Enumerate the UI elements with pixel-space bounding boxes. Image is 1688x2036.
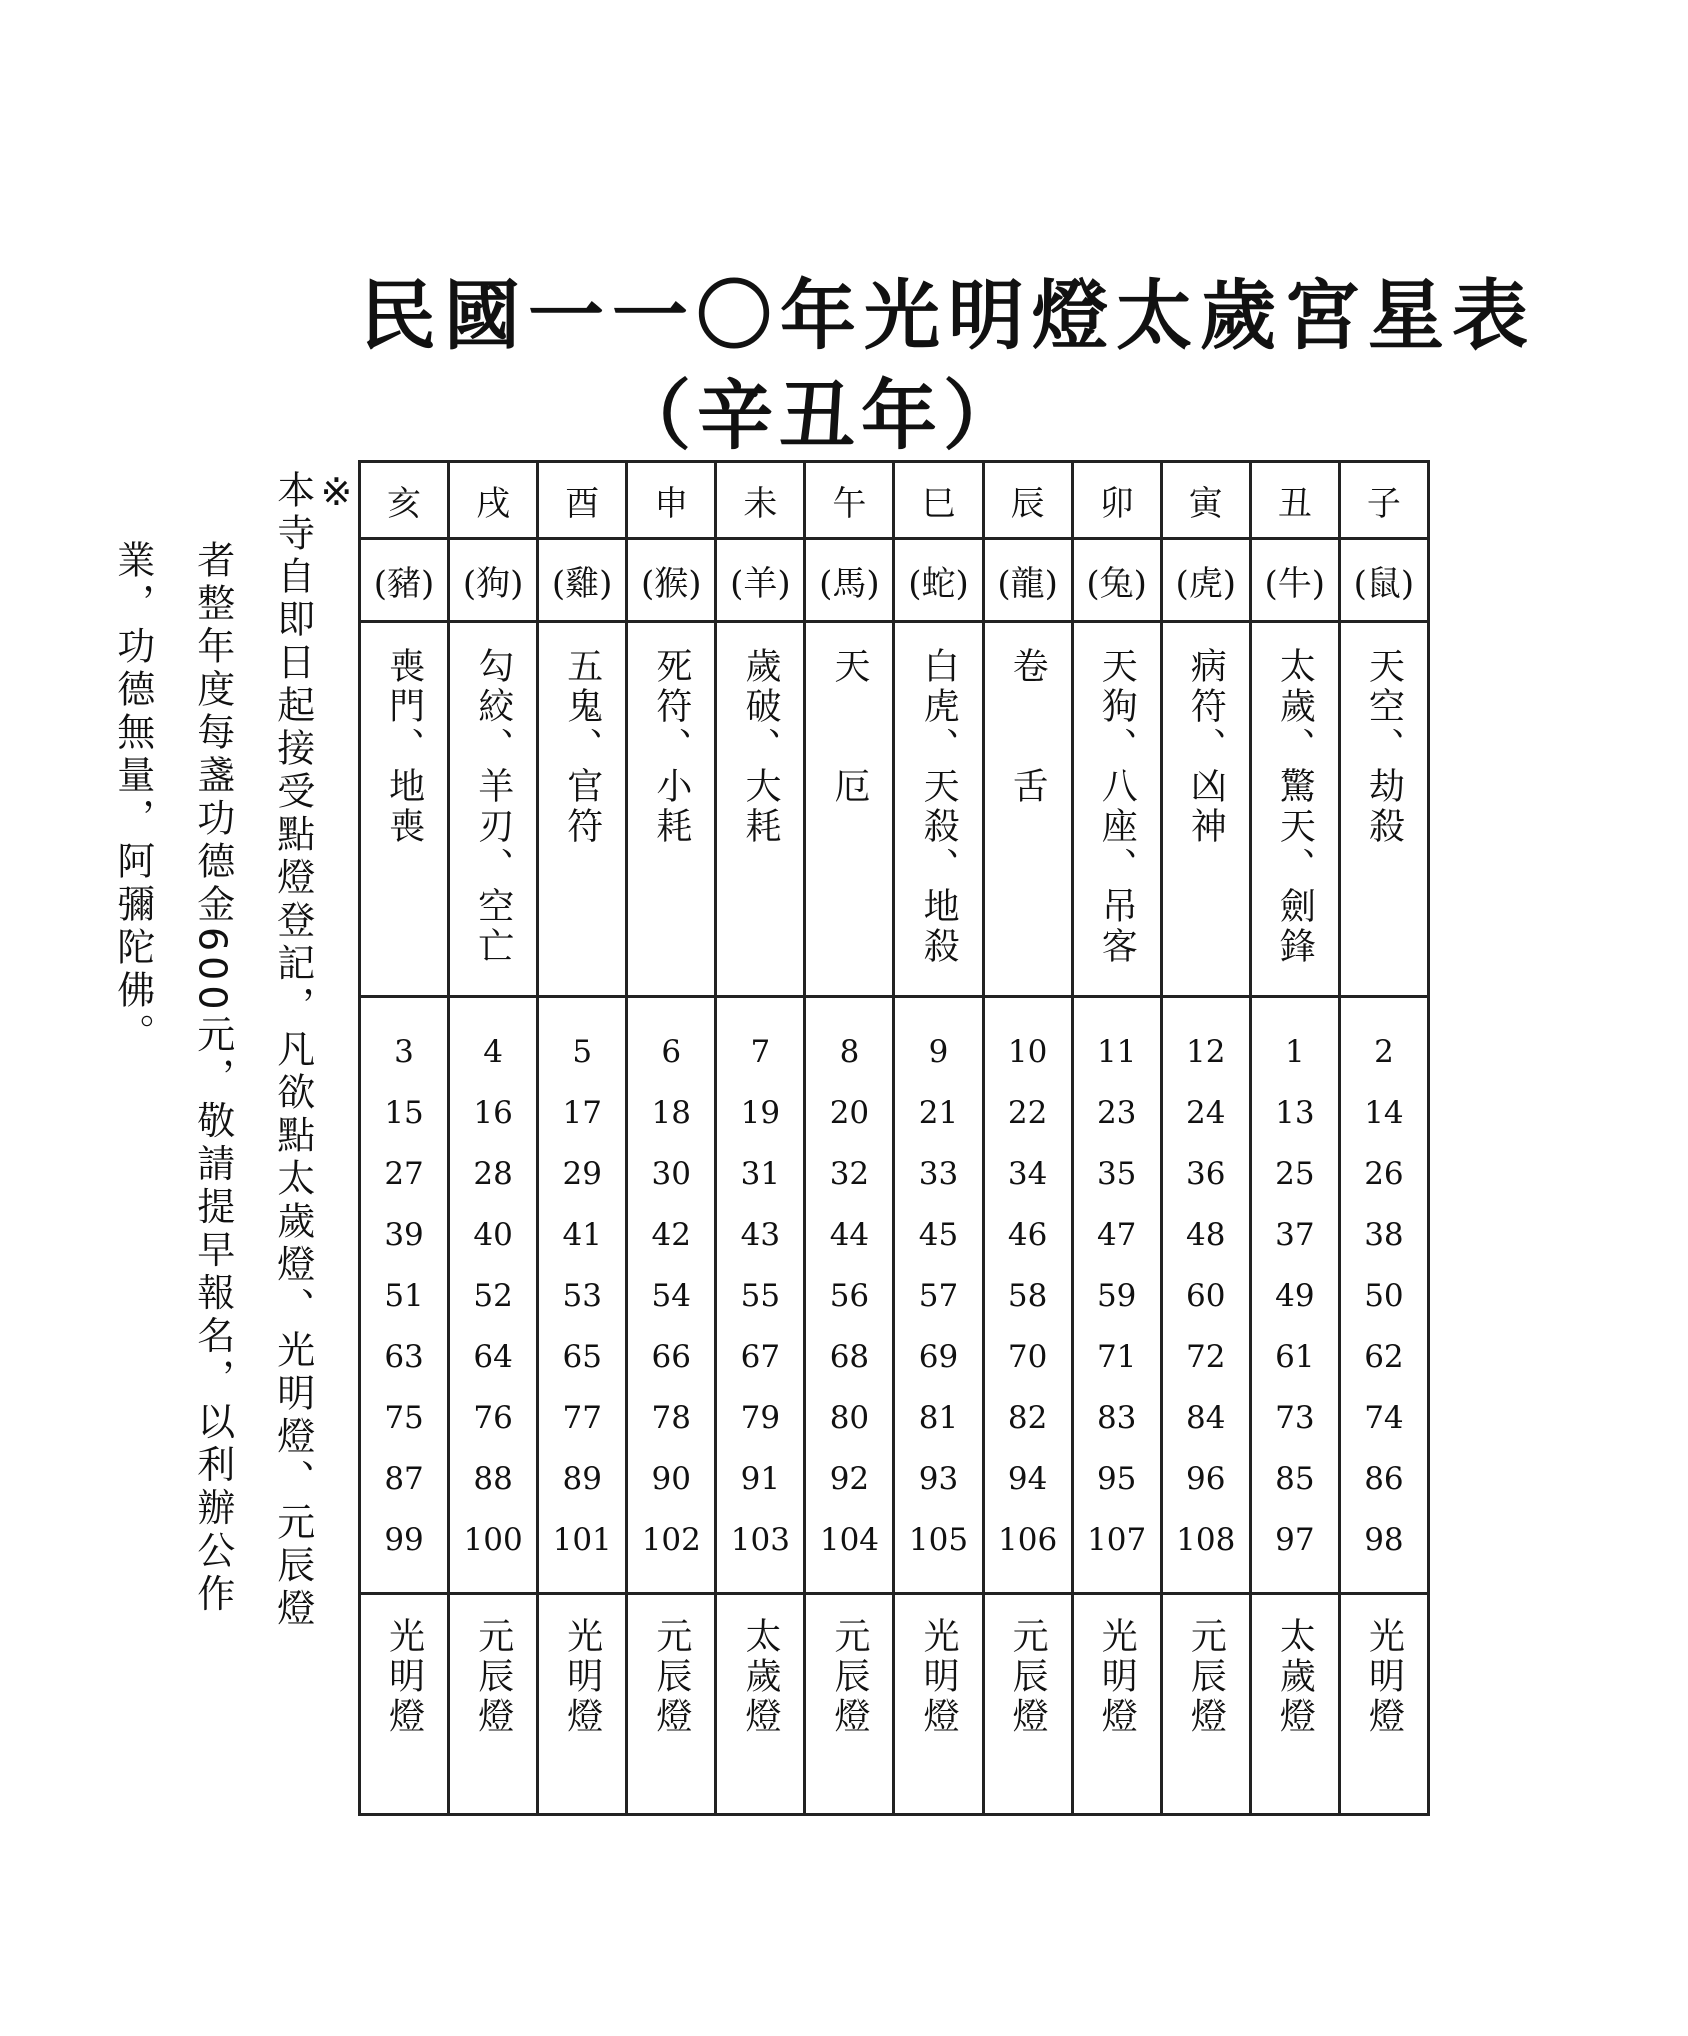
age-value: 68 — [829, 1339, 870, 1375]
stars-text: 喪門、地喪 — [383, 647, 425, 847]
animal-cell: (鼠) — [1339, 539, 1428, 622]
age-value: 14 — [1364, 1095, 1404, 1131]
age-value: 84 — [1186, 1400, 1226, 1436]
animal-cell: (蛇) — [894, 539, 983, 622]
ages-cell — [1250, 997, 1339, 1594]
lamp-text: 光明燈 — [918, 1617, 960, 1737]
age-list — [1163, 1022, 1249, 1571]
age-value: 70 — [1007, 1339, 1048, 1375]
stars-text: 死符、小耗 — [650, 647, 692, 847]
ages-cell — [627, 997, 716, 1594]
age-value: 58 — [1007, 1278, 1048, 1314]
stars-row — [360, 622, 1429, 997]
branch-cell: 酉 — [538, 462, 627, 539]
age-value: 73 — [1275, 1400, 1315, 1436]
age-value: 88 — [473, 1461, 513, 1497]
age-value: 105 — [908, 1522, 969, 1558]
age-value: 72 — [1186, 1339, 1226, 1375]
age-value: 17 — [562, 1095, 602, 1131]
age-value: 41 — [562, 1217, 602, 1253]
branch-cell: 卯 — [1072, 462, 1161, 539]
lamp-row — [360, 1594, 1429, 1815]
age-list — [1341, 1022, 1427, 1571]
age-value: 40 — [473, 1217, 513, 1253]
age-value: 85 — [1275, 1461, 1315, 1497]
age-value: 7 — [750, 1034, 771, 1070]
age-value: 43 — [740, 1217, 781, 1253]
age-value: 1 — [1284, 1034, 1305, 1070]
lamp-cell — [627, 1594, 716, 1815]
ages-cell — [360, 997, 449, 1594]
age-value: 23 — [1096, 1095, 1137, 1131]
lamp-text: 太歲燈 — [739, 1617, 781, 1737]
notice-line-3: 業，功德無量，阿彌陀佛。 — [110, 540, 155, 1056]
age-value: 11 — [1096, 1034, 1137, 1070]
animal-cell: (猴) — [627, 539, 716, 622]
stars-text: 卷 舌 — [1007, 647, 1049, 807]
age-value: 2 — [1374, 1034, 1394, 1070]
lamp-cell — [360, 1594, 449, 1815]
age-value: 15 — [384, 1095, 424, 1131]
age-value: 49 — [1275, 1278, 1315, 1314]
age-value: 104 — [819, 1522, 880, 1558]
stars-text: 五鬼、官符 — [561, 647, 603, 847]
age-value: 62 — [1364, 1339, 1404, 1375]
stars-text: 病符、凶神 — [1185, 647, 1227, 847]
age-value: 96 — [1186, 1461, 1226, 1497]
age-value: 39 — [384, 1217, 424, 1253]
age-value: 89 — [562, 1461, 602, 1497]
age-value: 19 — [740, 1095, 781, 1131]
age-value: 97 — [1275, 1522, 1315, 1558]
lamp-cell — [894, 1594, 983, 1815]
age-value: 91 — [740, 1461, 781, 1497]
stars-cell — [1339, 622, 1428, 997]
branch-cell: 亥 — [360, 462, 449, 539]
stars-cell — [1072, 622, 1161, 997]
stars-cell — [983, 622, 1072, 997]
age-value: 101 — [552, 1522, 612, 1558]
age-value: 53 — [562, 1278, 602, 1314]
stars-cell — [627, 622, 716, 997]
age-value: 57 — [918, 1278, 959, 1314]
age-value: 99 — [384, 1522, 424, 1558]
age-value: 79 — [740, 1400, 781, 1436]
animal-cell: (虎) — [1161, 539, 1250, 622]
stars-text: 歲破、大耗 — [739, 647, 781, 847]
animal-cell: (牛) — [1250, 539, 1339, 622]
ages-cell — [449, 997, 538, 1594]
age-value: 92 — [829, 1461, 870, 1497]
age-value: 28 — [473, 1156, 513, 1192]
stars-text: 白虎、天殺、地殺 — [918, 647, 960, 967]
age-value: 98 — [1364, 1522, 1404, 1558]
age-value: 108 — [1176, 1522, 1236, 1558]
age-value: 33 — [918, 1156, 959, 1192]
stars-cell — [894, 622, 983, 997]
branch-cell: 申 — [627, 462, 716, 539]
age-value: 25 — [1275, 1156, 1315, 1192]
age-value: 81 — [918, 1400, 959, 1436]
age-value: 29 — [562, 1156, 602, 1192]
stars-cell — [360, 622, 449, 997]
age-list — [1252, 1022, 1338, 1571]
age-value: 74 — [1364, 1400, 1404, 1436]
lamp-text: 元辰燈 — [1185, 1617, 1227, 1737]
branch-cell: 子 — [1339, 462, 1428, 539]
age-value: 80 — [829, 1400, 870, 1436]
age-value: 69 — [918, 1339, 959, 1375]
age-value: 45 — [918, 1217, 959, 1253]
lamp-cell — [983, 1594, 1072, 1815]
animal-cell: (羊) — [716, 539, 805, 622]
ages-cell — [983, 997, 1072, 1594]
stars-text: 天狗、八座、吊客 — [1096, 647, 1138, 967]
stars-text: 天空、劫殺 — [1363, 647, 1405, 847]
ages-cell — [805, 997, 894, 1594]
notice-line-1 — [270, 470, 357, 1631]
age-value: 86 — [1364, 1461, 1404, 1497]
branch-row — [360, 462, 1429, 539]
age-value: 61 — [1275, 1339, 1315, 1375]
stars-text: 太歲、驚天、劍鋒 — [1274, 647, 1316, 967]
lamp-text: 太歲燈 — [1274, 1617, 1316, 1737]
reference-mark-icon: ※ — [314, 470, 359, 519]
animal-cell: (雞) — [538, 539, 627, 622]
age-value: 24 — [1186, 1095, 1226, 1131]
ages-cell — [1072, 997, 1161, 1594]
lamp-text: 元辰燈 — [472, 1617, 514, 1737]
lamp-cell — [1072, 1594, 1161, 1815]
age-value: 44 — [829, 1217, 870, 1253]
lamp-cell — [449, 1594, 538, 1815]
ages-cell — [716, 997, 805, 1594]
age-value: 100 — [463, 1522, 523, 1558]
age-value: 22 — [1007, 1095, 1048, 1131]
page-title: 民國一一〇年光明燈太歲宮星表 — [360, 271, 1536, 360]
age-value: 47 — [1096, 1217, 1137, 1253]
age-value: 10 — [1007, 1034, 1048, 1070]
age-value: 3 — [394, 1034, 414, 1070]
age-value: 48 — [1186, 1217, 1226, 1253]
stars-text: 勾絞、羊刃、空亡 — [472, 647, 514, 967]
age-value: 66 — [651, 1339, 691, 1375]
age-value: 26 — [1364, 1156, 1404, 1192]
age-value: 5 — [572, 1034, 593, 1070]
lamp-text: 光明燈 — [561, 1617, 603, 1737]
age-value: 67 — [740, 1339, 781, 1375]
stars-text: 天 厄 — [829, 647, 871, 807]
lamp-cell — [805, 1594, 894, 1815]
age-value: 30 — [651, 1156, 691, 1192]
age-list — [985, 1022, 1071, 1571]
age-value: 93 — [918, 1461, 959, 1497]
lamp-text: 光明燈 — [383, 1617, 425, 1737]
age-value: 82 — [1007, 1400, 1048, 1436]
age-value: 51 — [384, 1278, 424, 1314]
age-list — [539, 1022, 625, 1571]
age-value: 55 — [740, 1278, 781, 1314]
age-value: 78 — [651, 1400, 691, 1436]
notice-line-1-text: 本寺自即日起接受點燈登記，凡欲點太歲燈、光明燈、元辰燈 — [270, 470, 315, 1631]
lamp-cell — [1250, 1594, 1339, 1815]
ages-row — [360, 997, 1429, 1594]
lamp-text: 光明燈 — [1096, 1617, 1138, 1737]
age-value: 95 — [1096, 1461, 1137, 1497]
animal-row — [360, 539, 1429, 622]
branch-cell: 未 — [716, 462, 805, 539]
age-value: 65 — [562, 1339, 602, 1375]
age-value: 31 — [740, 1156, 781, 1192]
age-value: 83 — [1096, 1400, 1137, 1436]
age-value: 64 — [473, 1339, 513, 1375]
branch-cell: 巳 — [894, 462, 983, 539]
stars-cell — [716, 622, 805, 997]
age-value: 87 — [384, 1461, 424, 1497]
age-list — [717, 1022, 803, 1571]
lamp-text: 元辰燈 — [650, 1617, 692, 1737]
age-value: 42 — [651, 1217, 691, 1253]
age-value: 6 — [661, 1034, 682, 1070]
lamp-cell — [538, 1594, 627, 1815]
age-value: 4 — [483, 1034, 503, 1070]
age-value: 35 — [1096, 1156, 1137, 1192]
age-value: 12 — [1186, 1034, 1226, 1070]
branch-cell: 戌 — [449, 462, 538, 539]
age-value: 77 — [562, 1400, 602, 1436]
age-value: 106 — [998, 1522, 1058, 1558]
lamp-cell — [716, 1594, 805, 1815]
ages-cell — [1161, 997, 1250, 1594]
stars-cell — [538, 622, 627, 997]
animal-cell: (龍) — [983, 539, 1072, 622]
taisui-star-table — [358, 460, 1430, 1816]
age-value: 103 — [730, 1522, 790, 1558]
age-list — [806, 1022, 892, 1571]
age-value: 27 — [384, 1156, 424, 1192]
ages-cell — [894, 997, 983, 1594]
ages-cell — [538, 997, 627, 1594]
stars-cell — [1250, 622, 1339, 997]
age-value: 36 — [1186, 1156, 1226, 1192]
age-list — [361, 1022, 447, 1571]
branch-cell: 午 — [805, 462, 894, 539]
animal-cell: (豬) — [360, 539, 449, 622]
age-value: 13 — [1275, 1095, 1315, 1131]
lamp-text: 光明燈 — [1363, 1617, 1405, 1737]
age-value: 37 — [1275, 1217, 1315, 1253]
age-value: 107 — [1087, 1522, 1147, 1558]
age-value: 32 — [829, 1156, 870, 1192]
age-value: 59 — [1096, 1278, 1137, 1314]
stars-cell — [805, 622, 894, 997]
lamp-cell — [1161, 1594, 1250, 1815]
age-value: 90 — [651, 1461, 691, 1497]
ages-cell — [1339, 997, 1428, 1594]
age-list — [450, 1022, 536, 1571]
age-value: 102 — [641, 1522, 701, 1558]
branch-cell: 辰 — [983, 462, 1072, 539]
age-value: 16 — [473, 1095, 513, 1131]
lamp-cell — [1339, 1594, 1428, 1815]
age-value: 63 — [384, 1339, 424, 1375]
age-list — [895, 1022, 981, 1571]
age-list — [628, 1022, 714, 1571]
age-value: 50 — [1364, 1278, 1404, 1314]
age-value: 18 — [651, 1095, 691, 1131]
lamp-text: 元辰燈 — [1007, 1617, 1049, 1737]
page-subtitle: （辛丑年） — [615, 371, 1025, 460]
age-list — [1074, 1022, 1160, 1571]
branch-cell: 丑 — [1250, 462, 1339, 539]
notice-line-2: 者整年度每盞功德金600元，敬請提早報名，以利辦公作 — [190, 540, 235, 1617]
animal-cell: (狗) — [449, 539, 538, 622]
age-value: 54 — [651, 1278, 691, 1314]
age-value: 75 — [384, 1400, 424, 1436]
age-value: 21 — [918, 1095, 959, 1131]
stars-cell — [1161, 622, 1250, 997]
age-value: 46 — [1007, 1217, 1048, 1253]
age-value: 94 — [1007, 1461, 1048, 1497]
animal-cell: (馬) — [805, 539, 894, 622]
lamp-text: 元辰燈 — [829, 1617, 871, 1737]
age-value: 34 — [1007, 1156, 1048, 1192]
age-value: 38 — [1364, 1217, 1404, 1253]
age-value: 56 — [829, 1278, 870, 1314]
branch-cell: 寅 — [1161, 462, 1250, 539]
age-value: 60 — [1186, 1278, 1226, 1314]
age-value: 52 — [473, 1278, 513, 1314]
animal-cell: (兔) — [1072, 539, 1161, 622]
age-value: 9 — [928, 1034, 949, 1070]
age-value: 8 — [839, 1034, 860, 1070]
age-value: 20 — [829, 1095, 870, 1131]
age-value: 71 — [1096, 1339, 1137, 1375]
age-value: 76 — [473, 1400, 513, 1436]
stars-cell — [449, 622, 538, 997]
